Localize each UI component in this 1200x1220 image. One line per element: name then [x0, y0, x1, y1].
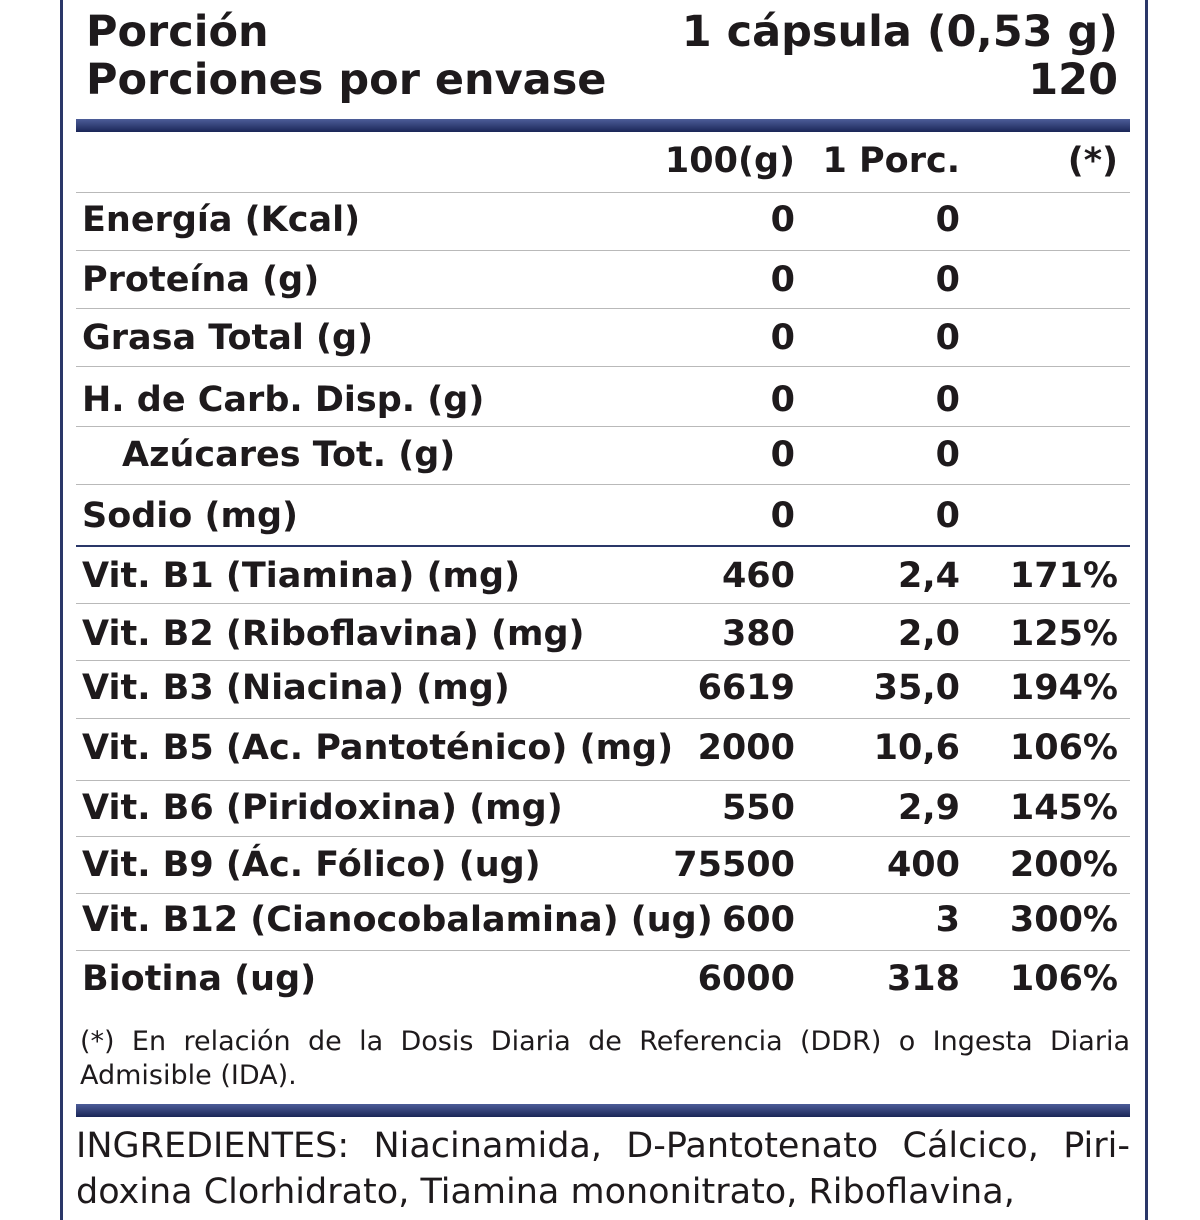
row-divider [76, 308, 1130, 309]
value-percent-ddr: 106% [1009, 959, 1118, 999]
value-per-portion: 0 [935, 380, 960, 420]
row-divider [76, 366, 1130, 367]
nutrient-name: Vit. B1 (Tiamina) (mg) [82, 556, 521, 596]
nutrient-name: Grasa Total (g) [82, 318, 374, 358]
row-divider [76, 484, 1130, 485]
portion-label: Porción [86, 7, 269, 57]
row-divider [76, 250, 1130, 251]
value-per-portion: 35,0 [873, 668, 960, 708]
value-per-100g: 2000 [697, 728, 795, 768]
value-per-100g: 0 [770, 496, 795, 536]
value-per-portion: 2,0 [897, 614, 960, 654]
ingredients-text: INGREDIENTES: Niacinamida, D-Pantotenato Cálcico, Piri-doxina Clorhidrato, Tiamina mononitrato, Riboflavina, [76, 1126, 1130, 1212]
value-per-portion: 2,9 [897, 788, 960, 828]
value-per-100g: 75500 [673, 845, 795, 885]
value-percent-ddr: 300% [1009, 900, 1118, 940]
value-per-portion: 400 [886, 845, 960, 885]
value-per-portion: 0 [935, 318, 960, 358]
nutrient-name: Vit. B3 (Niacina) (mg) [82, 668, 510, 708]
row-divider [76, 718, 1130, 719]
section-divider-top [76, 119, 1130, 132]
nutrient-name: Sodio (mg) [82, 496, 299, 536]
nutrient-name: Vit. B6 (Piridoxina) (mg) [82, 788, 563, 828]
value-per-100g: 6619 [697, 668, 795, 708]
row-divider [76, 836, 1130, 837]
value-per-portion: 2,4 [897, 556, 960, 596]
value-per-100g: 550 [721, 788, 795, 828]
servings-value: 120 [1028, 55, 1118, 105]
value-percent-ddr: 145% [1009, 788, 1118, 828]
value-per-100g: 6000 [697, 959, 795, 999]
value-per-100g: 0 [770, 380, 795, 420]
row-divider [76, 426, 1130, 427]
value-per-portion: 318 [886, 959, 960, 999]
nutrient-name: Proteína (g) [82, 260, 320, 300]
value-per-100g: 0 [770, 260, 795, 300]
value-per-100g: 0 [770, 200, 795, 240]
nutrient-name: Vit. B12 (Cianocobalamina) (ug) [82, 900, 713, 940]
row-divider [76, 545, 1130, 547]
row-divider [76, 660, 1130, 661]
value-per-100g: 460 [721, 556, 795, 596]
nutrient-name: Energía (Kcal) [82, 200, 361, 240]
value-per-portion: 3 [935, 900, 960, 940]
value-per-100g: 600 [721, 900, 795, 940]
row-divider [76, 893, 1130, 894]
row-divider [76, 603, 1130, 604]
nutrient-name: Biotina (ug) [82, 959, 317, 999]
section-divider-bottom [76, 1104, 1130, 1117]
value-per-portion: 0 [935, 435, 960, 475]
nutrient-name: Vit. B9 (Ác. Fólico) (ug) [82, 845, 541, 885]
nutrient-name: Azúcares Tot. (g) [122, 435, 456, 475]
footnote: (*) En relación de la Dosis Diaria de Referencia (DDR) o Ingesta Diaria Admisible (IDA). [80, 1026, 1130, 1091]
header-percent-ddr: (*) [1067, 141, 1118, 181]
value-per-portion: 10,6 [873, 728, 960, 768]
nutrient-name: Vit. B2 (Riboflavina) (mg) [82, 614, 585, 654]
nutrient-name: Vit. B5 (Ac. Pantoténico) (mg) [82, 728, 674, 768]
header-per-100g: 100(g) [664, 141, 795, 181]
row-divider [76, 950, 1130, 951]
value-per-portion: 0 [935, 200, 960, 240]
value-per-100g: 380 [721, 614, 795, 654]
value-per-100g: 0 [770, 435, 795, 475]
header-per-portion: 1 Porc. [822, 141, 960, 181]
row-divider [76, 780, 1130, 781]
portion-value: 1 cápsula (0,53 g) [681, 7, 1118, 57]
value-percent-ddr: 200% [1009, 845, 1118, 885]
servings-label: Porciones por envase [86, 55, 607, 105]
row-divider [76, 192, 1130, 193]
value-percent-ddr: 106% [1009, 728, 1118, 768]
value-percent-ddr: 125% [1009, 614, 1118, 654]
nutrient-name: H. de Carb. Disp. (g) [82, 380, 485, 420]
value-per-portion: 0 [935, 260, 960, 300]
value-per-100g: 0 [770, 318, 795, 358]
value-percent-ddr: 194% [1009, 668, 1118, 708]
value-percent-ddr: 171% [1009, 556, 1118, 596]
value-per-portion: 0 [935, 496, 960, 536]
